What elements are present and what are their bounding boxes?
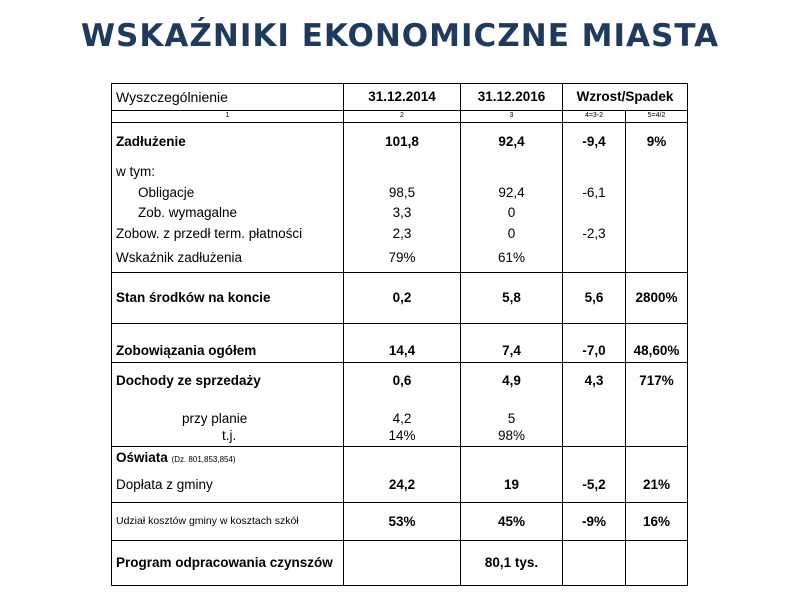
table-row xyxy=(112,503,688,541)
value-2014: 79% xyxy=(344,245,461,273)
table-row xyxy=(112,123,688,161)
header-description: Wyszczególnienie xyxy=(112,84,344,111)
col-number-1: 1 xyxy=(112,111,344,123)
table-row xyxy=(112,541,688,586)
table-header-row xyxy=(112,84,688,111)
column-number-row xyxy=(112,111,688,123)
row-label: Obligacje xyxy=(112,183,344,203)
col-number-4: 4=3-2 xyxy=(563,111,626,123)
value-2016: 5,8 xyxy=(461,273,563,324)
table-row xyxy=(112,324,688,363)
value-2014: 14,4 xyxy=(344,324,461,363)
value-2014: 101,8 xyxy=(344,123,461,161)
table-row xyxy=(112,427,688,447)
header-change: Wzrost/Spadek xyxy=(563,84,688,111)
row-label: Stan środków na koncie xyxy=(112,273,344,324)
value-pct: 21% xyxy=(626,469,688,503)
row-label xyxy=(112,447,344,469)
value-pct: 717% xyxy=(626,363,688,399)
row-label: w tym: xyxy=(112,161,344,183)
value-diff: -2,3 xyxy=(563,223,626,245)
value-2016: 19 xyxy=(461,469,563,503)
value-2014: 14% xyxy=(344,427,461,447)
value-2014: 2,3 xyxy=(344,223,461,245)
row-label: t.j. xyxy=(112,427,344,447)
row-label: Zob. wymagalne xyxy=(112,203,344,223)
header-2016: 31.12.2016 xyxy=(461,84,563,111)
indicators-table xyxy=(111,83,688,586)
value-2016: 80,1 tys. xyxy=(461,541,563,586)
row-label: Zobow. z przedł term. płatności xyxy=(112,223,344,245)
col-number-5: 5=4/2 xyxy=(626,111,688,123)
value-pct: 9% xyxy=(626,123,688,161)
value-2016: 98% xyxy=(461,427,563,447)
header-2014: 31.12.2014 xyxy=(344,84,461,111)
row-label: Zobowiązania ogółem xyxy=(112,324,344,363)
value-pct: 2800% xyxy=(626,273,688,324)
value-2014: 0,6 xyxy=(344,363,461,399)
row-label: Zadłużenie xyxy=(112,123,344,161)
value-diff: -5,2 xyxy=(563,469,626,503)
value-2014: 3,3 xyxy=(344,203,461,223)
value-diff: -9% xyxy=(563,503,626,541)
value-2014: 24,2 xyxy=(344,469,461,503)
oswiata-label: Oświata xyxy=(116,449,168,465)
row-label: Dopłata z gminy xyxy=(112,469,344,503)
table-row xyxy=(112,363,688,399)
table-row xyxy=(112,183,688,203)
table-row xyxy=(112,273,688,324)
row-label: Dochody ze sprzedaży xyxy=(112,363,344,399)
value-2016: 61% xyxy=(461,245,563,273)
value-2014: 98,5 xyxy=(344,183,461,203)
value-2016: 45% xyxy=(461,503,563,541)
value-2016: 0 xyxy=(461,223,563,245)
value-diff: -6,1 xyxy=(563,183,626,203)
value-diff: 5,6 xyxy=(563,273,626,324)
value-diff: -7,0 xyxy=(563,324,626,363)
value-diff: -9,4 xyxy=(563,123,626,161)
row-label: Program odpracowania czynszów xyxy=(112,541,344,586)
table-row xyxy=(112,203,688,223)
table-row xyxy=(112,161,688,183)
value-2016: 5 xyxy=(461,399,563,427)
value-2014: 0,2 xyxy=(344,273,461,324)
table-row xyxy=(112,245,688,273)
page-title: WSKAŹNIKI EKONOMICZNE MIASTA xyxy=(80,18,720,54)
value-pct: 48,60% xyxy=(626,324,688,363)
row-label: przy planie xyxy=(112,399,344,427)
value-2016: 0 xyxy=(461,203,563,223)
table-row xyxy=(112,447,688,469)
value-diff: 4,3 xyxy=(563,363,626,399)
value-2014: 53% xyxy=(344,503,461,541)
col-number-3: 3 xyxy=(461,111,563,123)
value-2016: 92,4 xyxy=(461,123,563,161)
table-row xyxy=(112,469,688,503)
oswiata-sub: (Dz. 801,853,854) xyxy=(171,454,236,464)
table-row xyxy=(112,399,688,427)
value-pct: 16% xyxy=(626,503,688,541)
value-2016: 4,9 xyxy=(461,363,563,399)
row-label: Udział kosztów gminy w kosztach szkół xyxy=(112,503,344,541)
row-label: Wskaźnik zadłużenia xyxy=(112,245,344,273)
value-2016: 92,4 xyxy=(461,183,563,203)
table-row xyxy=(112,223,688,245)
col-number-2: 2 xyxy=(344,111,461,123)
value-2016: 7,4 xyxy=(461,324,563,363)
value-2014: 4,2 xyxy=(344,399,461,427)
